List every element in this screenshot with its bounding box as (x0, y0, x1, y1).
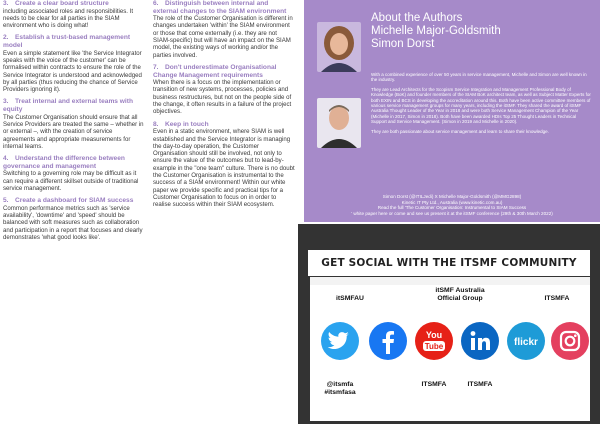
label-itsmfau: itSMFAU (336, 295, 364, 302)
section-3 (3, 98, 145, 150)
section-title: Create a clear board structure (15, 0, 109, 7)
youtube-icon[interactable] (414, 321, 454, 361)
section-number: 3. (3, 0, 9, 7)
bio-paragraph-3: They are both passionate about service management and learn to share their knowledge. (371, 128, 549, 134)
section-title: Create a dashboard for SIAM success (15, 197, 134, 205)
facebook-icon[interactable] (368, 321, 408, 361)
about-authors-panel (304, 0, 600, 222)
social-board (310, 277, 590, 421)
section-title: Don't underestimate Organisational Change Management requirements (153, 63, 277, 79)
credit-conference: ' white paper here or come and see us present it at the itSMF conference (29th & 30th March 2022) (351, 210, 553, 216)
label-youtube: ITSMFA (421, 381, 447, 388)
section-number: 3. (3, 98, 9, 106)
bio-paragraph-2: They are Lead Architects for the Scopism Service Integration and Management Professional Body of Knowledge (BoK) and founder members of the SIAM BoK architect team, as well as Subject Matter Experts for both EXIN and BCS in developing the accreditation around this. Both have been active committee members of various service management groups for many years, including the itSMF. They shared the award of itSMF Australia Thought Leader of the Year in 2018 and were both Service Management Champion of the Year (Michelle in 2017, Simon in 2018). Both have been awarded HDIs Top 25 Thought Leaders in Technical Support and Service Management. (Simon in 2019 and Michelle in 2020). (371, 86, 591, 125)
section-1 (3, 0, 145, 29)
label-twitter-hashtag: #itsmfasa (324, 389, 356, 396)
label-itsmfa-top: ITSMFA (544, 295, 570, 302)
section-body: The role of the Customer Organisation is different in changes undertaken 'within' the SIAM environment or those that come externally (i.e. they are not SIAM-specific) but will have an impact on the SIAM model, the existing ways of working and/or the parties involved. (153, 15, 293, 59)
section-number: 6. (153, 0, 159, 7)
credit-company: Kinetic IT Pty Ltd., Australia (www.kinetic.com.au) (401, 199, 503, 205)
credits (304, 194, 600, 216)
section-title: Distinguish between internal and external changes to the SIAM environment (153, 0, 287, 15)
section-title: Understand the difference between governance and management (3, 155, 125, 170)
section-number: 4. (3, 155, 9, 163)
left-column (3, 0, 145, 246)
label-group-2: Official Group (437, 295, 483, 302)
middle-column (153, 0, 295, 214)
portrait-icon (317, 98, 361, 148)
twitter-icon[interactable] (320, 321, 360, 361)
youtube-tube-text: Tube (424, 342, 444, 351)
social-panel (298, 224, 600, 424)
section-title: Keep in touch (165, 120, 209, 128)
credit-authors: Simon Dorst (@ITILJedi) X Michelle Major-Goldsmith (@MMG2898) (382, 194, 522, 199)
label-group-1: itSMF Australia (435, 287, 485, 294)
author-name-1: Michelle Major-Goldsmith (371, 25, 501, 37)
section-body: The Customer Organisation should ensure that all Service Providers are treated the same – whether in or external –, with the creation of service agreements and appropriate measurements for internal teams. (3, 113, 144, 150)
section-number: 8. (153, 120, 159, 128)
section-8 (153, 121, 295, 209)
credit-whitepaper-link[interactable]: Read the full 'The Customer Organisation: Instrumental to SIAM Success (377, 205, 527, 211)
author-photo-michelle (317, 22, 361, 72)
section-5 (3, 197, 145, 241)
section-body: Switching to a governing role may be difficult as it can require a different skillset outside of traditional service management. (3, 170, 139, 192)
youtube-you-text: You (425, 330, 443, 340)
section-body: including associated roles and responsibilities. It needs to be clear for all parties in the SIAM environment who is doing what! (3, 7, 134, 30)
section-number: 2. (3, 34, 9, 42)
author-photo-simon (317, 98, 361, 148)
section-body: Even a simple statement like 'the Service Integrator speaks with the voice of the customer' can be formalised within contracts to ensure the role of the Service Integrator is understood and acknowledged by all parties (thus reducing the chance of Service Providers ignoring it). (3, 49, 142, 94)
section-title: Treat internal and external teams with equity (3, 98, 133, 114)
about-title (371, 12, 501, 51)
about-heading: About the Authors (371, 12, 463, 24)
bio-paragraph-1: With a combined experience of over 50 years in service management, Michelle and Simon are well known in the industry. (371, 72, 587, 83)
board-top-band (310, 277, 590, 285)
section-body: Common performance metrics such as 'service availability', 'downtime' and 'speed' should be balanced with soft measures such as collaboration and participation in a report that focuses and clearly demonstrates 'what good looks like'. (3, 204, 143, 241)
section-4 (3, 155, 145, 192)
portrait-icon (317, 22, 361, 72)
section-2 (3, 34, 145, 93)
social-banner: GET SOCIAL WITH THE ITSMF COMMUNITY (308, 250, 590, 276)
author-bio (371, 72, 593, 138)
instagram-icon[interactable] (550, 321, 590, 361)
section-6 (153, 0, 295, 59)
section-body: Even in a static environment, where SIAM is well established and the Service Integrator is managing the day-to-day operation, the Customer Organisation should still be involved, not only to ensure the value of the outcomes but to lead-by-example in the "one team" culture. There is no doubt the Customer Organisation is instrumental to the success of a SIAM environment! Within our white paper we provide specific and practical tips for a Customer Organisation to focus on in order to realise success within their SIAM ecosystem. (153, 128, 295, 209)
label-linkedin: ITSMFA (467, 381, 493, 388)
label-twitter-handle: @itsmfa (326, 381, 354, 388)
flickr-icon[interactable] (506, 321, 546, 361)
section-7 (153, 64, 295, 116)
linkedin-icon[interactable] (460, 321, 500, 361)
section-title: Establish a trust-based management model (3, 34, 131, 50)
section-body: When there is a focus on the implementation or transition of new systems, processes, policies and business restructures, but not on the people side of the change, it often results in a failure of the project objectives. (153, 79, 292, 116)
flickr-text: flickr (514, 337, 538, 348)
section-number: 7. (153, 63, 159, 71)
section-number: 5. (3, 197, 9, 205)
author-name-2: Simon Dorst (371, 38, 435, 50)
